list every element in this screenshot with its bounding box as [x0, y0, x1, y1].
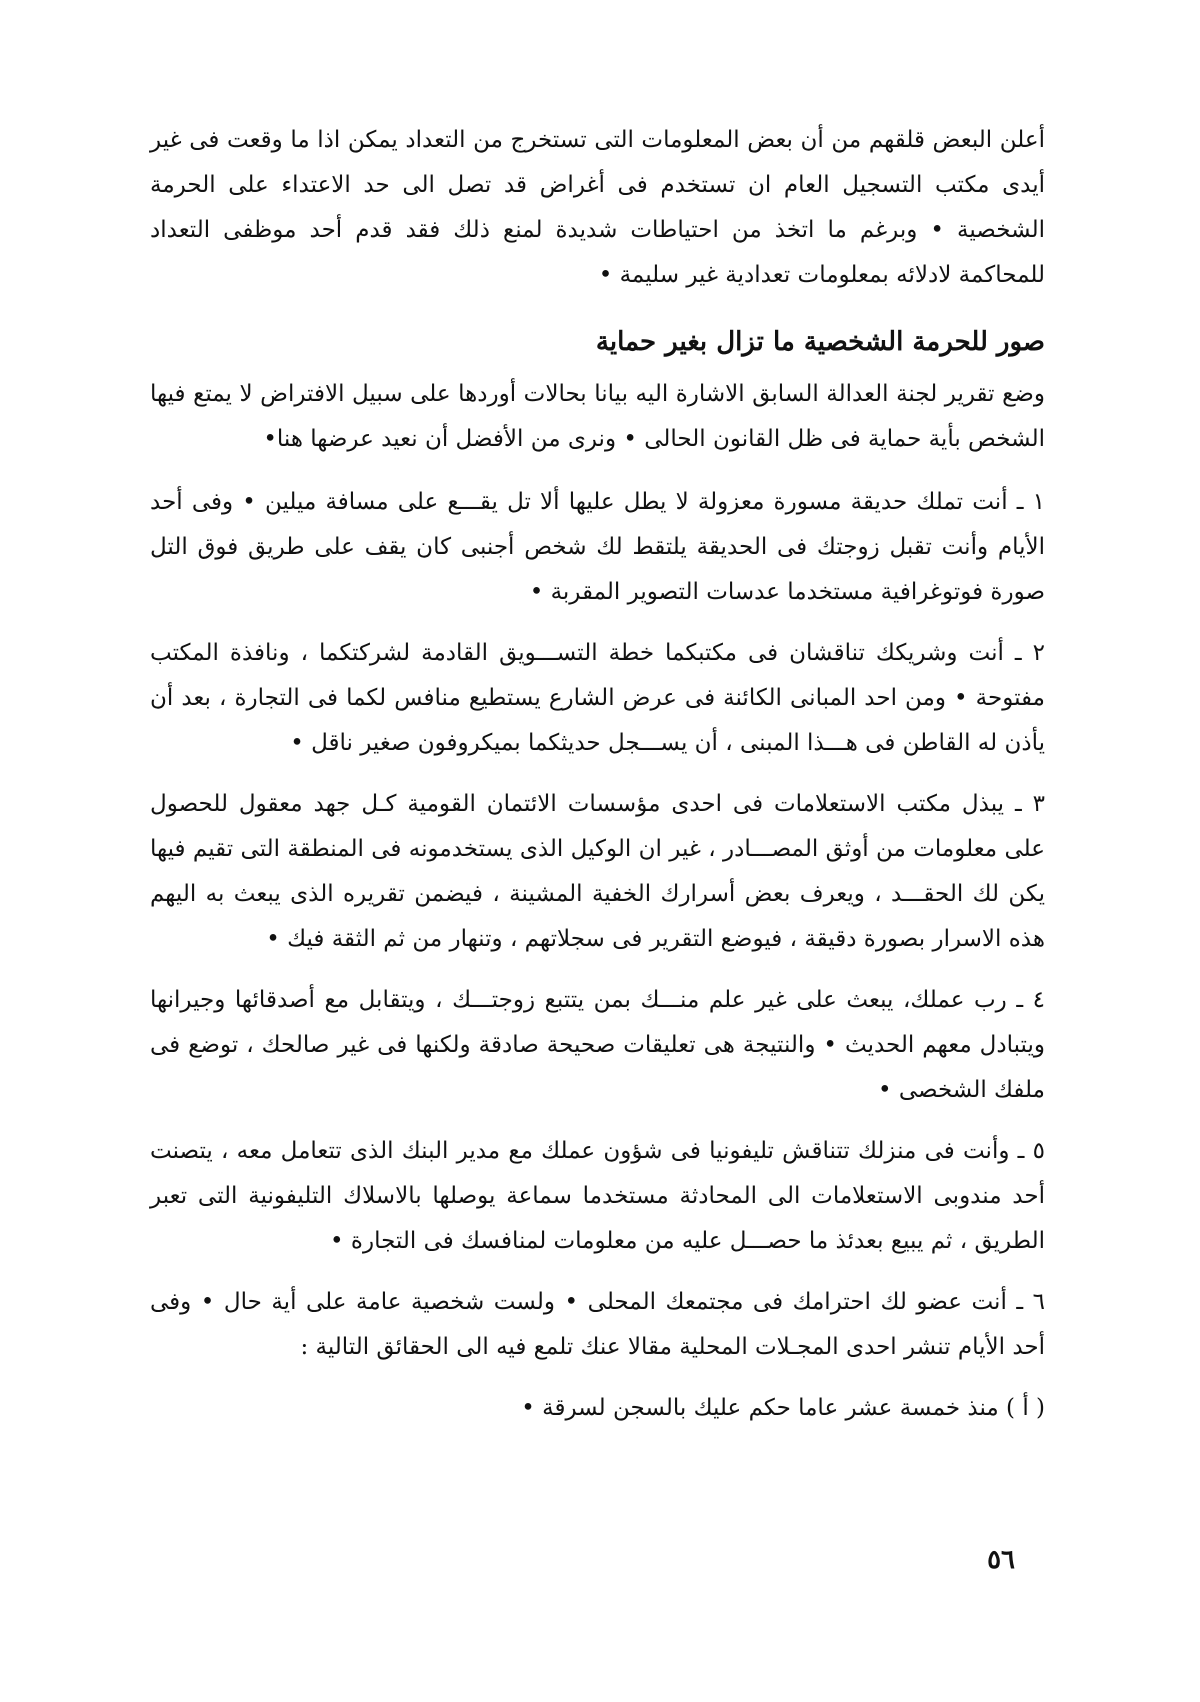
list-item-1: ١ ـ أنت تملك حديقة مسورة معزولة لا يطل عليها ألا تل يقـــع على مسافة ميلين • وفى أحد الأيام وأنت تقبل زوجتك فى الحديقة يلتقط لك شخص أجنبى كان يقف على طريق فوق التل صورة فوتوغرافية مستخدما عدسات التصوير المقربة •	[150, 489, 1045, 605]
page-number: ٥٦	[987, 1545, 1015, 1575]
list-item-3: ٣ ـ يبذل مكتب الاستعلامات فى احدى مؤسسات الائتمان القومية كـل جهد معقول للحصول على معلومات من أوثق المصـــادر ، غير ان الوكيل الذى يستخدمونه فى المنطقة التى تقيم فيها يكن لك الحقـــد ، ويعرف بعض أسرارك الخفية المشينة ، فيضمن تقريره الذى يبعث به اليهم هذه الاسرار بصورة دقيقة ، فيوضع التقرير فى سجلاتهم ، وتنهار من ثم الثقة فيك •	[150, 791, 1045, 952]
list-item-5: ٥ ـ وأنت فى منزلك تتناقش تليفونيا فى شؤون عملك مع مدير البنك الذى تتعامل معه ، يتصنت أحد مندوبى الاستعلامات الى المحادثة مستخدما سماعة يوصلها بالاسلاك التليفونية التى تعبر الطريق ، ثم يبيع بعدئذ ما حصـــل عليه من معلومات لمنافسك فى التجارة •	[150, 1138, 1045, 1254]
list-item-6: ٦ ـ أنت عضو لك احترامك فى مجتمعك المحلى • ولست شخصية عامة على أية حال • وفى أحد الأيام تنشر احدى المجـلات المحلية مقالا عنك تلمع فيه الى الحقائق التالية :	[150, 1289, 1045, 1360]
intro-paragraph: أعلن البعض قلقهم من أن بعض المعلومات التى تستخرج من التعداد يمكن اذا ما وقعت فى غير أيدى مكتب التسجيل العام ان تستخدم فى أغراض قد تصل الى حد الاعتداء على الحرمة الشخصية • وبرغم ما اتخذ من احتياطات شديدة لمنع ذلك فقد قدم أحد موظفى التعداد للمحاكمة لادلائه بمعلومات تعدادية غير سليمة •	[150, 127, 1045, 288]
section-heading: صور للحرمة الشخصية ما تزال بغير حماية	[595, 327, 1045, 357]
report-paragraph: وضع تقرير لجنة العدالة السابق الاشارة اليه بيانا بحالات أوردها على سبيل الافتراض لا يمتع فيها الشخص بأية حماية فى ظل القانون الحالى • ونرى من الأفضل أن نعيد عرضها هنا•	[150, 381, 1045, 452]
list-item-4: ٤ ـ رب عملك، يبعث على غير علم منـــك بمن يتتبع زوجتـــك ، ويتقابل مع أصدقائها وجيرانها ويتبادل معهم الحديث • والنتيجة هى تعليقات صحيحة صادقة ولكنها فى غير صالحك ، توضع فى ملفك الشخصى •	[150, 987, 1045, 1103]
list-item-2: ٢ ـ أنت وشريكك تناقشان فى مكتبكما خطة التســـويق القادمة لشركتكما ، ونافذة المكتب مفتوحة • ومن احد المبانى الكائنة فى عرض الشارع يستطيع منافس لكما فى التجارة ، بعد أن يأذن له القاطن فى هـــذا المبنى ، أن يســـجل حديثكما بميكروفون صغير ناقل •	[150, 640, 1045, 756]
sub-item-a: ( أ ) منذ خمسة عشر عاما حكم عليك بالسجن لسرقة •	[521, 1395, 1045, 1421]
